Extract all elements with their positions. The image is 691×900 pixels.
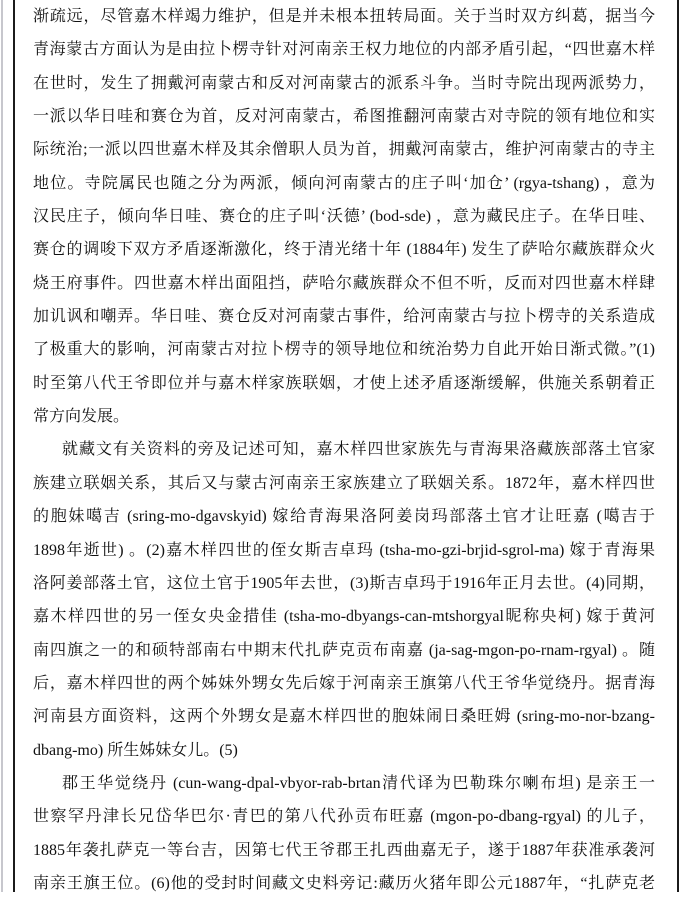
text-line: 际统治;一派以四世嘉木样及其余僧职人员为首，拥戴河南蒙古，维护河南蒙古的寺主 (33, 141, 655, 159)
document-text (33, 0, 655, 900)
text-line: 地位。寺院属民也随之分为两派，倾向河南蒙古的庄子叫‘加仓’ (rgya-tshang) ，意为 (33, 174, 655, 192)
text-line: 时至第八代王爷即位并与嘉木样家族联姻，才使上述矛盾逐渐缓解，供施关系朝着正 (33, 374, 655, 392)
text-line: 渐疏远，尽管嘉木样竭力维护，但是并未根本扭转局面。关于当时双方纠葛，据当今 (33, 8, 655, 25)
text-line: 世察罕丹津长兄岱华巴尔·青巴的第八代孙贡布旺嘉 (mgon-po-dbang-rgyal) 的儿子， (33, 808, 655, 826)
text-line: 1898年逝世) 。(2)嘉木样四世的侄女斯吉卓玛 (tsha-mo-gzi-brjid-sgrol-ma) 嫁于青海果 (33, 541, 655, 559)
text-line: 族建立联姻关系，其后又与蒙古河南亲王家族建立了联姻关系。1872年，嘉木样四世 (33, 474, 655, 492)
text-line: 青海蒙古方面认为是由拉卜楞寺针对河南亲王权力地位的内部矛盾引起，“四世嘉木样 (33, 41, 655, 59)
text-line: 洛阿姜部落土官，这位土官于1905年去世，(3)斯吉卓玛于1916年正月去世。(4)同期， (33, 574, 655, 592)
text-line: 南四旗之一的和硕特部南右中期末代扎萨克贡布南嘉 (ja-sag-mgon-po-rnam-rgyal) 。随 (33, 641, 655, 659)
text-line: 的胞妹噶吉 (sring-mo-dgavskyid) 嫁给青海果洛阿姜岗玛部落土官才让旺嘉 (噶吉于 (33, 508, 655, 526)
text-line: 南亲王旗王位。(6)他的受封时间藏文史料旁记:藏历火猪年即公元1887年，“扎萨克老 (33, 874, 655, 892)
text-line: 后，嘉木样四世的两个姊妹外甥女先后嫁于河南亲王旗第八代王爷华觉绕丹。据青海 (33, 674, 655, 692)
text-line: 河南县方面资料，这两个外甥女是嘉木样四世的胞妹闹日桑旺姆 (sring-mo-nor-bzang- (33, 708, 655, 726)
text-line: 在世时，发生了拥戴河南蒙古和反对河南蒙古的派系斗争。当时寺院出现两派势力， (33, 74, 655, 92)
text-line: 嘉木样四世的另一侄女央金措佳 (tsha-mo-dbyangs-can-mtshorgyal昵称央柯) 嫁于黄河 (33, 608, 655, 626)
text-line: 了极重大的影响，河南蒙古对拉卜楞寺的领导地位和统治势力自此开始日渐式微。”(1) (33, 341, 655, 359)
text-line: 一派以华日哇和赛仓为首，反对河南蒙古，希图推翻河南蒙古对寺院的领有地位和实 (33, 108, 655, 126)
page-edge-line (1, 0, 3, 892)
text-line: 加讥讽和嘲弄。华日哇、赛仓反对河南蒙古事件，给河南蒙古与拉卜楞寺的关系造成 (33, 308, 655, 326)
text-line: 烧王府事件。四世嘉木样出面阻挡，萨哈尔藏族群众不但不听，反而对四世嘉木样肆 (33, 274, 655, 292)
text-line-paragraph-start: 就藏文有关资料的旁及记述可知，嘉木样四世家族先与青海果洛藏族部落土官家 (62, 441, 655, 459)
text-line-paragraph-end: dbang-mo) 所生姊妹女儿。(5) (33, 741, 238, 759)
text-line: 赛仓的调唆下双方矛盾逐渐激化，终于清光绪十年 (1884年) 发生了萨哈尔藏族群众火 (33, 241, 655, 259)
page-border-right (677, 0, 679, 892)
text-line: 1885年袭扎萨克一等台吉，因第七代王爷郡王扎西曲嘉无子，遂于1887年获准承袭河 (33, 841, 655, 859)
page-border-left (13, 0, 15, 892)
text-line-paragraph-start: 郡王华觉绕丹 (cun-wang-dpal-vbyor-rab-brtan清代译为巴勒珠尔喇布坦) 是亲王一 (62, 774, 655, 792)
text-line-paragraph-end: 常方向发展。 (33, 408, 130, 426)
text-line: 汉民庄子，倾向华日哇、赛仓的庄子叫‘沃德’ (bod-sde) ，意为藏民庄子。在华日哇、 (33, 208, 655, 226)
